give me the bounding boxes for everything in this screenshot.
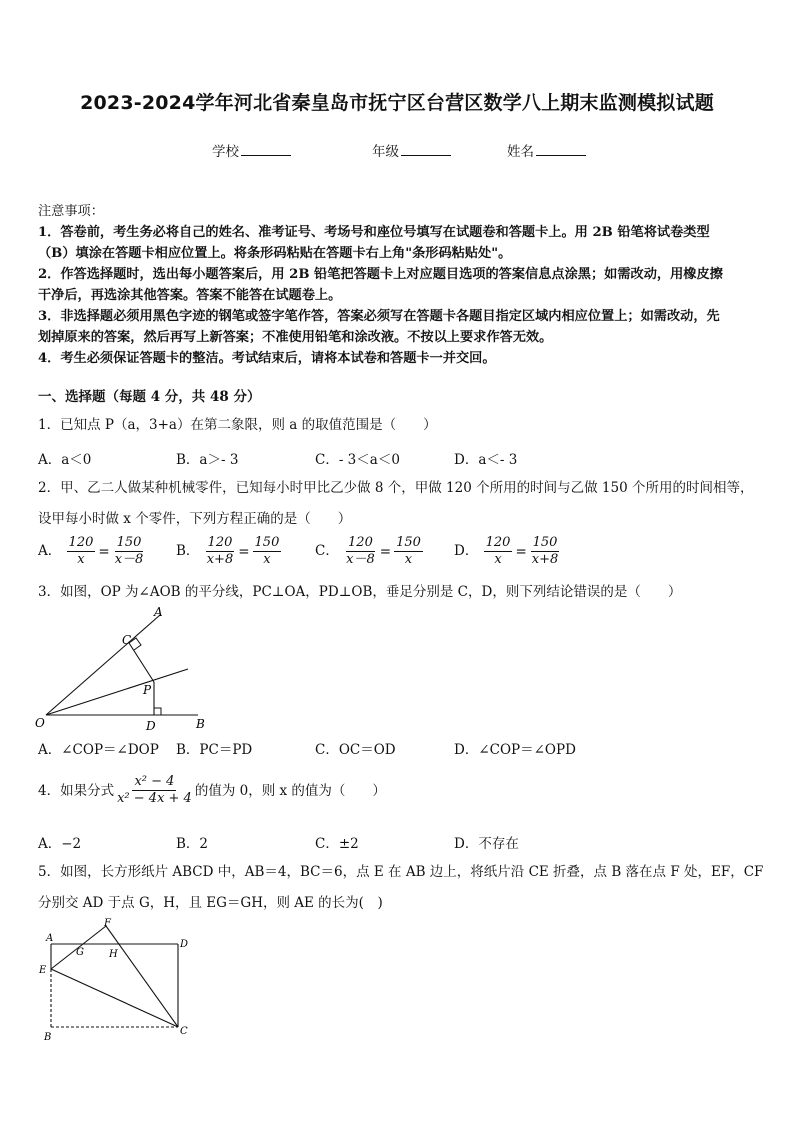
q2-option-d: D． $\frac{120}{x}$ = $\frac{150}{x+8}$ — [454, 535, 559, 567]
q2-option-b: B． $\frac{120}{x+8}$ = $\frac{150}{x}$ — [176, 535, 280, 567]
notice-line: 4．考生必须保证答题卡的整洁。考试结束后，请将本试卷和答题卡一并交回。 — [38, 351, 496, 366]
label-d: D — [146, 719, 156, 733]
q3-option-c: C．OC＝OD — [315, 742, 396, 758]
segment-ec — [51, 969, 178, 1027]
denominator: x — [404, 552, 413, 567]
question-1-stem: 1．已知点 P（a，3+a）在第二象限，则 a 的取值范围是（ ） — [38, 417, 437, 433]
section-heading: 一、选择题（每题 4 分，共 48 分） — [38, 389, 261, 405]
q4-option-a: A．−2 — [38, 836, 82, 852]
label-p: P — [143, 683, 152, 697]
denominator: x — [263, 552, 271, 567]
grade-label: 年级 — [372, 144, 399, 160]
numerator: 150 — [254, 535, 280, 550]
name-blank — [536, 143, 586, 156]
right-angle-d — [154, 708, 161, 715]
fraction — [113, 535, 146, 568]
q4-prefix: 4．如果分式 — [38, 782, 115, 799]
fraction — [253, 535, 282, 568]
label-e: E — [39, 965, 47, 976]
numerator: 120 — [348, 535, 373, 550]
fraction — [344, 535, 377, 568]
notice-line: 2．作答选择题时，选出每小题答案后，用 2B 铅笔把答题卡上对应题目选项的答案信息点涂黑；如需改动，用橡皮擦 — [38, 267, 723, 282]
angle-bisector-figure — [30, 602, 220, 734]
option-label: D． — [454, 543, 479, 559]
question-2-stem: 2．甲、乙二人做某种机械零件，已知每小时甲比乙少做 8 个，甲做 120 个所用的时间与乙做 150 个所用的时间相等， — [38, 480, 754, 496]
denominator: x+8 — [531, 552, 559, 567]
q3-option-d: D．∠COP＝∠OPD — [454, 742, 576, 758]
option-label: A． — [38, 543, 62, 559]
q4-option-d: D．不存在 — [454, 836, 519, 852]
numerator: 150 — [396, 535, 421, 550]
ray-op — [46, 669, 188, 715]
grade-field — [372, 140, 451, 160]
q2-option-c: C． $\frac{120}{x-8}$ = $\frac{150}{x}$ — [315, 535, 421, 567]
q3-option-b: B．PC＝PD — [176, 742, 253, 758]
denominator: x — [77, 552, 85, 567]
school-label: 学校 — [212, 144, 239, 160]
denominator: x² − 4x + 4 — [117, 791, 192, 806]
question-4-stem — [38, 774, 386, 807]
notice-line: 1．答卷前，考生务必将自己的姓名、准考证号、考场号和座位号填写在试题卷和答题卡上。用 2B 铅笔将试卷类型 — [38, 225, 710, 240]
label-a: A — [154, 605, 163, 619]
denominator: x — [494, 552, 502, 567]
question-5-stem-cont: 分别交 AD 于点 G，H，且 EG＝GH，则 AE 的长为( ) — [38, 895, 383, 911]
fraction — [484, 535, 513, 568]
notice-line: （B）填涂在答题卡相应位置上。将条形码粘贴在答题卡右上角"条形码粘贴处"。 — [38, 246, 512, 261]
label-c: C — [180, 1026, 188, 1037]
q3-option-a: A．∠COP＝∠DOP — [38, 742, 159, 758]
q4-option-c: C．±2 — [315, 836, 359, 852]
name-field — [507, 140, 586, 160]
q4-option-b: B．2 — [176, 836, 209, 852]
numerator: 120 — [68, 535, 94, 550]
grade-blank — [401, 143, 451, 156]
name-label: 姓名 — [507, 144, 534, 160]
notice-heading: 注意事项： — [38, 204, 104, 219]
q4-fraction — [115, 774, 194, 807]
label-g: G — [76, 947, 84, 958]
denominator: x－8 — [114, 552, 144, 567]
fraction — [67, 535, 96, 568]
numerator: x² − 4 — [134, 774, 175, 789]
q1-option-d: D．a＜- 3 — [454, 452, 518, 468]
denominator: x－8 — [346, 552, 375, 567]
page-title: 2023-2024学年河北省秦皇岛市抚宁区台营区数学八上期末监测模拟试题 — [80, 92, 714, 114]
fraction — [394, 535, 423, 568]
fraction — [205, 535, 236, 568]
numerator: 150 — [532, 535, 558, 550]
label-f: F — [104, 918, 111, 929]
denominator: x+8 — [206, 552, 234, 567]
notice-line: 划掉原来的答案，然后再写上新答案；不准使用铅笔和涂改液。不按以上要求作答无效。 — [38, 330, 553, 345]
label-o: O — [35, 716, 45, 730]
folded-rectangle-figure — [34, 918, 198, 1046]
label-a: A — [46, 933, 54, 944]
label-b: B — [44, 1032, 52, 1043]
q2-option-a: A． $\frac{120}{x}$ = $\frac{150}{x-8}$ — [38, 535, 144, 567]
label-b: B — [196, 717, 205, 731]
numerator: 120 — [207, 535, 233, 550]
q1-option-a: A．a＜0 — [38, 452, 92, 468]
numerator: 120 — [485, 535, 511, 550]
school-blank — [241, 143, 291, 156]
label-d: D — [180, 939, 189, 950]
label-h: H — [109, 949, 118, 960]
option-label: C． — [315, 543, 339, 559]
numerator: 150 — [116, 535, 142, 550]
question-3-stem: 3．如图，OP 为∠AOB 的平分线，PC⊥OA，PD⊥OB，垂足分别是 C，D，则下列结论错误的是（ ） — [38, 584, 682, 600]
segment-fc — [106, 926, 178, 1027]
q1-option-b: B．a＞- 3 — [176, 452, 239, 468]
school-field — [212, 140, 291, 160]
q1-option-c: C．- 3＜a＜0 — [315, 452, 400, 468]
notice-block — [38, 201, 758, 369]
fraction — [530, 535, 561, 568]
question-5-stem: 5．如图，长方形纸片 ABCD 中，AB＝4，BC＝6，点 E 在 AB 边上，将纸片沿 CE 折叠，点 B 落在点 F 处，EF，CF — [38, 864, 764, 880]
question-2-stem-cont: 设甲每小时做 x 个零件，下列方程正确的是（ ） — [38, 511, 352, 527]
label-c: C — [122, 633, 132, 647]
segment-pc — [129, 643, 154, 682]
q4-suffix: 的值为 0，则 x 的值为（ ） — [194, 782, 386, 799]
option-label: B． — [176, 543, 200, 559]
notice-line: 3．非选择题必须用黑色字迹的钢笔或签字笔作答，答案必须写在答题卡各题目指定区域内相应位置上；如需改动，先 — [38, 309, 720, 324]
notice-line: 干净后，再选涂其他答案。答案不能答在试题卷上。 — [38, 288, 342, 303]
